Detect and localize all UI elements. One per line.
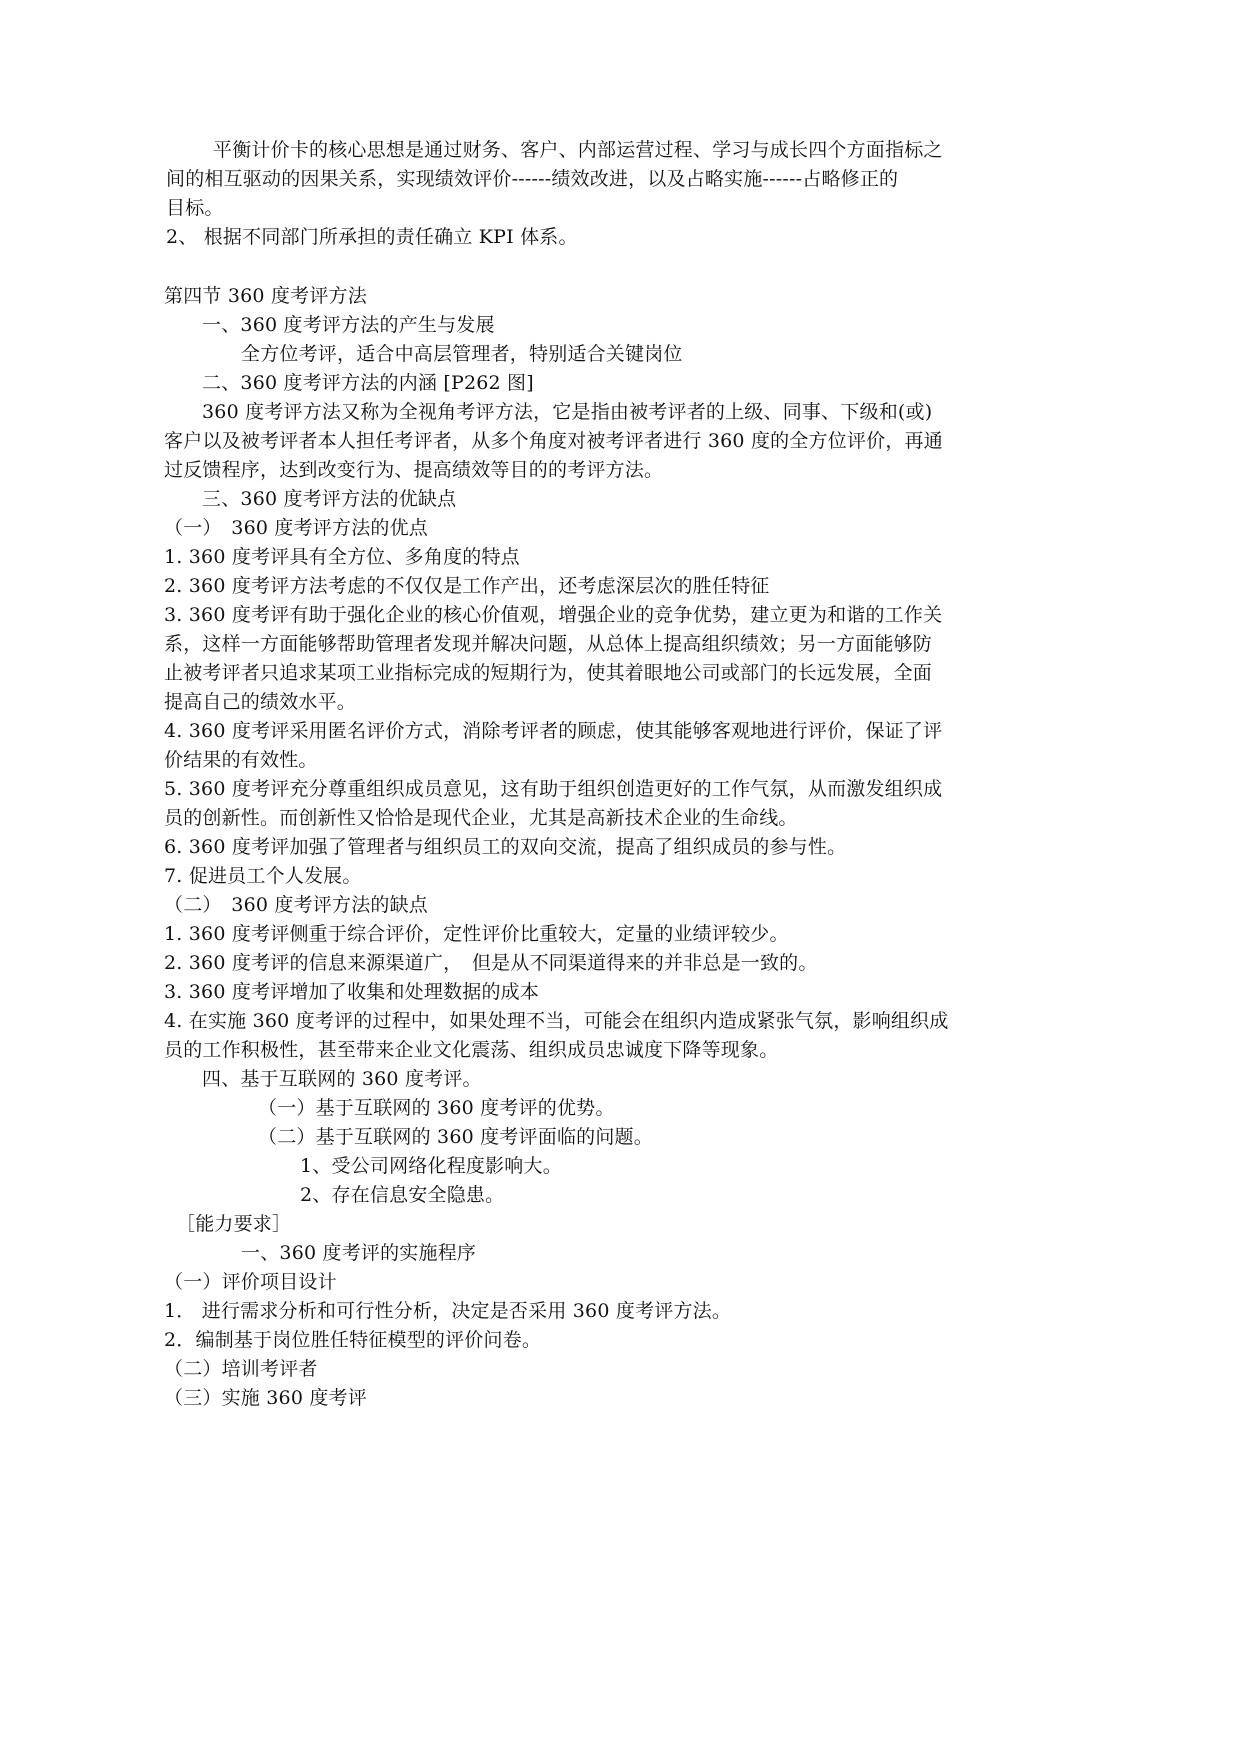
- intro-paragraph-line: 平衡计价卡的核心思想是通过财务、客户、内部运营过程、学习与成长四个方面指标之: [213, 139, 943, 161]
- definition-line: 过反馈程序，达到改变行为、提高绩效等目的的考评方法。: [164, 459, 664, 481]
- section-text: 全方位考评，适合中高层管理者，特别适合关键岗位: [241, 343, 683, 365]
- subsection-title: （一） 360 度考评方法的优点: [164, 517, 429, 539]
- list-item: 系，这样一方面能够帮助管理者发现并解决问题，从总体上提高组织绩效；另一方面能够防: [164, 633, 933, 655]
- list-item: 1、受公司网络化程度影响大。: [300, 1155, 562, 1177]
- subsection-title: （二） 360 度考评方法的缺点: [164, 894, 429, 916]
- subsection-title: （一）评价项目设计: [164, 1271, 337, 1293]
- list-item: 3. 360 度考评有助于强化企业的核心价值观，增强企业的竞争优势，建立更为和谐的工作关: [164, 604, 943, 626]
- list-item: 员的创新性。而创新性又恰恰是现代企业，尤其是高新技术企业的生命线。: [164, 807, 798, 829]
- definition-line: 客户以及被考评者本人担任考评者，从多个角度对被考评者进行 360 度的全方位评价，再通: [164, 430, 943, 452]
- definition-line: 360 度考评方法又称为全视角考评方法，它是指由被考评者的上级、同事、下级和(或): [202, 401, 933, 423]
- list-item: 1． 进行需求分析和可行性分析，决定是否采用 360 度考评方法。: [164, 1300, 732, 1322]
- section-heading: 一、360 度考评方法的产生与发展: [202, 314, 495, 336]
- list-item: 2. 360 度考评方法考虑的不仅仅是工作产出，还考虑深层次的胜任特征: [164, 575, 770, 597]
- intro-paragraph-line: 目标。: [166, 197, 224, 219]
- list-item: 止被考评者只追求某项工业指标完成的短期行为，使其着眼地公司或部门的长远发展，全面: [164, 662, 933, 684]
- section-heading: 二、360 度考评方法的内涵 [P262 图]: [202, 372, 534, 394]
- list-item: 2、存在信息安全隐患。: [300, 1184, 505, 1206]
- section-heading: 一、360 度考评的实施程序: [241, 1242, 477, 1264]
- subsection-title: （一）基于互联网的 360 度考评的优势。: [258, 1097, 615, 1119]
- subsection-title: （三）实施 360 度考评: [164, 1387, 367, 1409]
- list-item: 5. 360 度考评充分尊重组织成员意见，这有助于组织创造更好的工作气氛，从而激发组织成: [164, 778, 943, 800]
- section-heading: 三、360 度考评方法的优缺点: [202, 488, 457, 510]
- list-item: 员的工作积极性，甚至带来企业文化震荡、组织成员忠诚度下降等现象。: [164, 1039, 779, 1061]
- subsection-title: （二）培训考评者: [164, 1358, 318, 1380]
- list-item: 2、 根据不同部门所承担的责任确立 KPI 体系。: [166, 226, 578, 248]
- list-item: 提高自己的绩效水平。: [164, 691, 357, 713]
- list-item: 1. 360 度考评具有全方位、多角度的特点: [164, 546, 520, 568]
- section-heading: 四、基于互联网的 360 度考评。: [202, 1068, 482, 1090]
- section-title: 第四节 360 度考评方法: [164, 285, 367, 307]
- list-item: 4. 360 度考评采用匿名评价方式，消除考评者的顾虑，使其能够客观地进行评价，保证了评: [164, 720, 943, 742]
- list-item: 7. 促进员工个人发展。: [164, 865, 362, 887]
- list-item: 2. 360 度考评的信息来源渠道广， 但是从不同渠道得来的并非总是一致的。: [164, 952, 818, 974]
- list-item: 价结果的有效性。: [164, 749, 318, 771]
- list-item: 4. 在实施 360 度考评的过程中，如果处理不当，可能会在组织内造成紧张气氛，影响组织成: [164, 1010, 949, 1032]
- section-title: ［能力要求］: [176, 1213, 292, 1235]
- list-item: 1. 360 度考评侧重于综合评价，定性评价比重较大，定量的业绩评较少。: [164, 923, 789, 945]
- intro-paragraph-line: 间的相互驱动的因果关系，实现绩效评价------绩效改进，以及占略实施------占略修正的: [166, 168, 899, 190]
- list-item: 3. 360 度考评增加了收集和处理数据的成本: [164, 981, 540, 1003]
- list-item: 6. 360 度考评加强了管理者与组织员工的双向交流，提高了组织成员的参与性。: [164, 836, 847, 858]
- subsection-title: （二）基于互联网的 360 度考评面临的问题。: [258, 1126, 653, 1148]
- list-item: 2．编制基于岗位胜任特征模型的评价问卷。: [164, 1329, 542, 1351]
